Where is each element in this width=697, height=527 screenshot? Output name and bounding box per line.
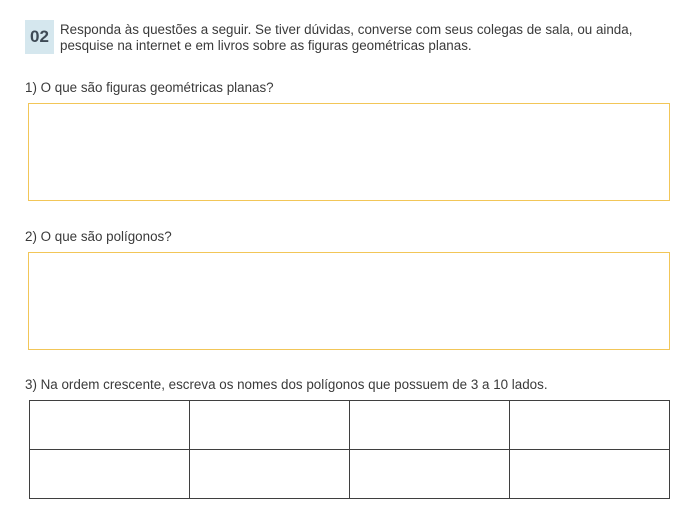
question-3-label: 3) Na ordem crescente, escreva os nomes dos polígonos que possuem de 3 a 10 lados. <box>25 377 548 392</box>
question-2-answer-box[interactable] <box>28 252 670 350</box>
exercise-instructions: Responda às questões a seguir. Se tiver dúvidas, converse com seus colegas de sala, ou ainda, pesquise na internet e em livros sobre as figuras geométricas planas. <box>60 22 633 53</box>
table-cell[interactable] <box>350 401 510 450</box>
table-cell[interactable] <box>190 450 350 499</box>
table-cell[interactable] <box>350 450 510 499</box>
table-cell[interactable] <box>30 401 190 450</box>
question-2-label: 2) O que são polígonos? <box>25 229 172 244</box>
table-row <box>30 450 670 499</box>
table-cell[interactable] <box>190 401 350 450</box>
table-cell[interactable] <box>30 450 190 499</box>
polygon-names-table <box>29 400 670 499</box>
exercise-number: 02 <box>30 27 49 46</box>
table-cell[interactable] <box>510 450 670 499</box>
question-1-answer-box[interactable] <box>28 103 670 201</box>
question-1-label: 1) O que são figuras geométricas planas? <box>25 80 274 95</box>
table-row <box>30 401 670 450</box>
table-cell[interactable] <box>510 401 670 450</box>
exercise-number-badge <box>25 20 54 54</box>
